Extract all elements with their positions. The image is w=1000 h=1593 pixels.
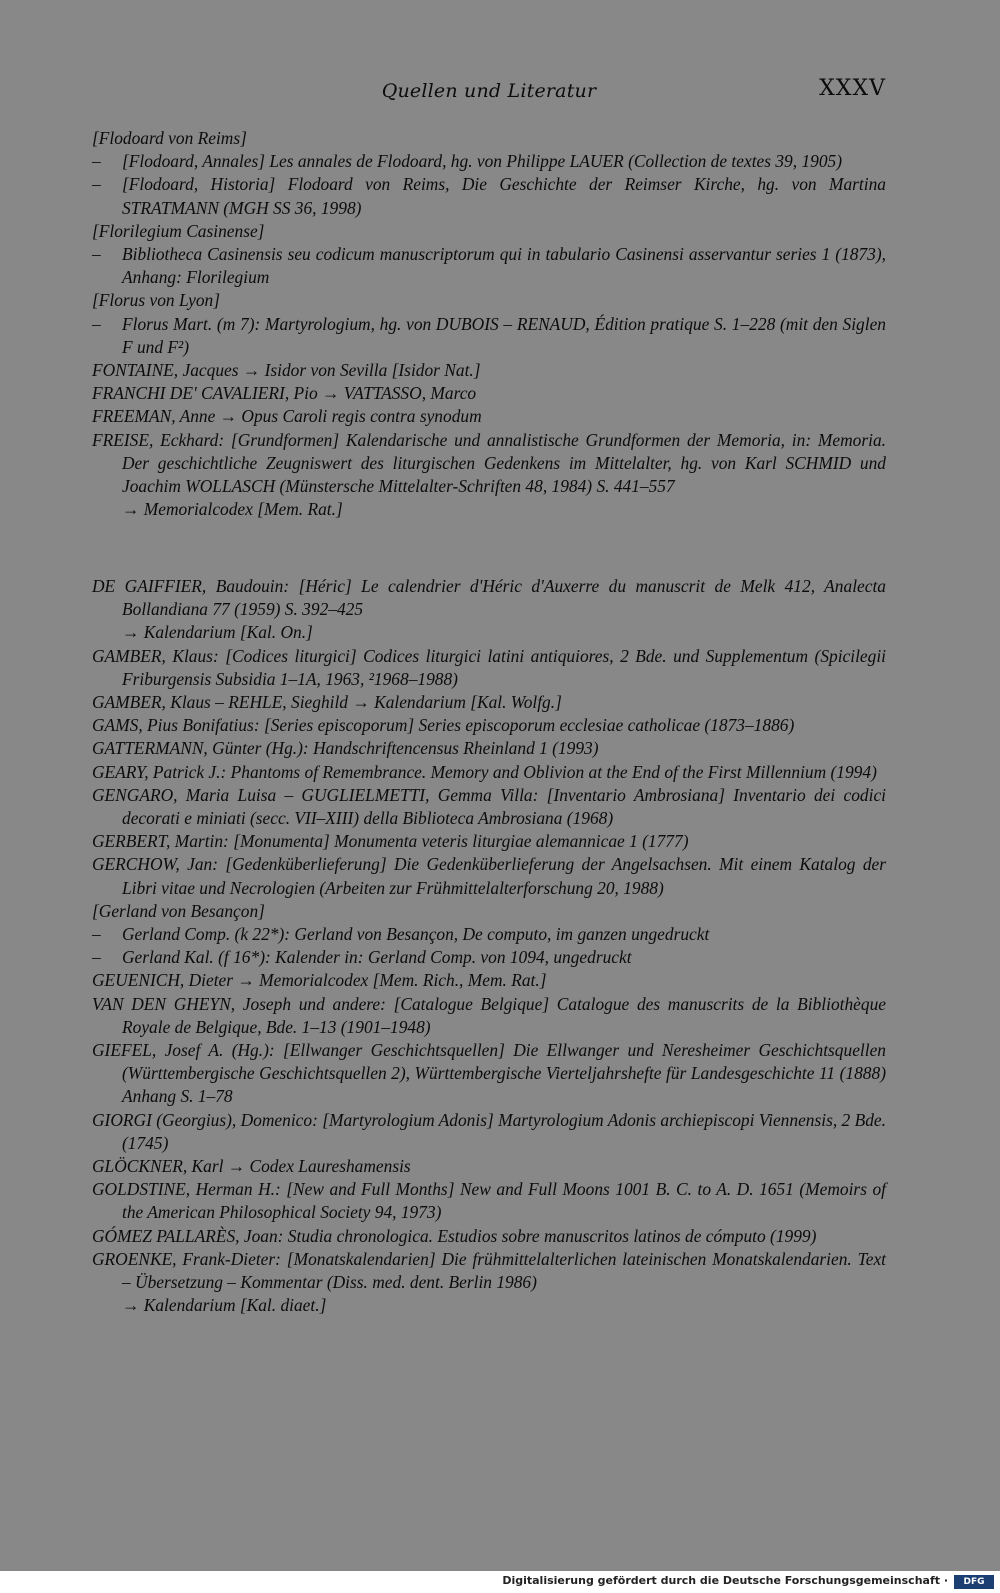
entry-text: Gerland Kal. (f 16*): Kalender in: Gerland Comp. von 1094, ungedruckt bbox=[122, 947, 632, 968]
bibliography-entry bbox=[92, 784, 886, 830]
bibliography-entry bbox=[92, 429, 886, 499]
entry-cross-reference: → Memorialcodex [Mem. Rat.] bbox=[122, 499, 343, 520]
bibliography-entry bbox=[92, 1225, 886, 1248]
bibliography-entry bbox=[92, 173, 886, 219]
bibliography-entry bbox=[92, 691, 886, 714]
bibliography-entry bbox=[92, 1109, 886, 1155]
bibliography-entry bbox=[92, 359, 886, 382]
bibliography-entry bbox=[92, 382, 886, 405]
bibliography-entry bbox=[92, 923, 886, 946]
entry-text: GROENKE, Frank-Dieter: [Monatskalendarien] Die frühmittelalterlichen lateinischen Monatskalendarien. Text – Übersetzung – Kommentar (Diss. med. dent. Berlin 1986) bbox=[92, 1248, 886, 1293]
bibliography-entry bbox=[92, 1178, 886, 1224]
entry-text: GOLDSTINE, Herman H.: [New and Full Months] New and Full Moons 1001 B. C. to A. D. 1651 (Memoirs of the American Philosophical Society 94, 1973) bbox=[92, 1179, 886, 1223]
bibliography-entry bbox=[92, 313, 886, 359]
bibliography-entry bbox=[92, 1039, 886, 1109]
entry-text: GERCHOW, Jan: [Gedenküberlieferung] Die Gedenküberlieferung der Angelsachsen. Mit einem Katalog der Libri vitae und Necrologien (Arbeiten zur Frühmittelalterforschung 20, 1988) bbox=[92, 854, 886, 898]
bibliography-entry bbox=[92, 946, 886, 969]
bibliography-entry bbox=[92, 993, 886, 1039]
bibliography-entry bbox=[92, 575, 886, 621]
bibliography-entry bbox=[92, 969, 886, 992]
entry-dash: – bbox=[92, 244, 101, 265]
entry-text: GIEFEL, Josef A. (Hg.): [Ellwanger Geschichtsquellen] Die Ellwanger und Neresheimer Geschichtsquellen (Württembergische Geschichtsquellen 2), Württembergische Vierteljahrshefte für Landesgeschichte 11 (1888) Anhang S. 1–78 bbox=[92, 1040, 886, 1107]
entry-text: GEUENICH, Dieter → Memorialcodex [Mem. Rich., Mem. Rat.] bbox=[92, 970, 547, 991]
bibliography-entry bbox=[92, 737, 886, 760]
entry-cross-reference: → Kalendarium [Kal. On.] bbox=[122, 622, 313, 643]
entry-text: [Flodoard von Reims] bbox=[92, 128, 247, 148]
dfg-logo-icon: DFG bbox=[954, 1575, 994, 1589]
page-number: XXXV bbox=[819, 76, 886, 101]
digitization-footer bbox=[0, 1571, 1000, 1593]
entry-text: FRANCHI DE' CAVALIERI, Pio → VATTASSO, Marco bbox=[92, 383, 477, 404]
bibliography-entry bbox=[92, 761, 886, 784]
entry-text: [Florus von Lyon] bbox=[92, 290, 220, 311]
entry-text: DE GAIFFIER, Baudouin: [Héric] Le calendrier d'Héric d'Auxerre du manuscrit de Melk 412, Analecta Bollandiana 77 (1959) S. 392–425 bbox=[92, 576, 886, 620]
bibliography-entry bbox=[92, 645, 886, 691]
bibliography-entry bbox=[92, 243, 886, 289]
entry-text: [Florilegium Casinense] bbox=[92, 220, 265, 241]
entry-text: FREEMAN, Anne → Opus Caroli regis contra synodum bbox=[92, 406, 482, 427]
entry-text: GEARY, Patrick J.: Phantoms of Remembrance. Memory and Oblivion at the End of the First Millennium (1994) bbox=[92, 761, 877, 782]
bibliography-entry bbox=[92, 830, 886, 853]
bibliography-entry bbox=[92, 405, 886, 428]
entry-text: GLÖCKNER, Karl → Codex Laureshamensis bbox=[92, 1156, 411, 1177]
bibliography-entry bbox=[92, 1155, 886, 1178]
bibliography-group-heading bbox=[92, 220, 886, 243]
page-title: Quellen und Literatur bbox=[381, 80, 597, 102]
entry-dash: – bbox=[92, 947, 101, 968]
bibliography-group-heading bbox=[92, 289, 886, 312]
funding-credit: Digitalisierung gefördert durch die Deutsche Forschungsgemeinschaft · bbox=[502, 1574, 948, 1587]
bibliography-group-heading bbox=[92, 127, 886, 150]
entry-text: GATTERMANN, Günter (Hg.): Handschriftencensus Rheinland 1 (1993) bbox=[92, 738, 599, 759]
bibliography-entry bbox=[92, 150, 886, 173]
entry-text: FONTAINE, Jacques → Isidor von Sevilla [Isidor Nat.] bbox=[92, 360, 481, 381]
entry-text: [Flodoard, Historia] Flodoard von Reims, Die Geschichte der Reimser Kirche, hg. von Martina STRATMANN (MGH SS 36, 1998) bbox=[122, 174, 886, 218]
entry-text: FREISE, Eckhard: [Grundformen] Kalendarische und annalistische Grundformen der Memoria, in: Memoria. Der geschichtliche Zeugniswert des liturgischen Gedenkens im Mittelalter, hg. von Karl SCHMID und Joachim WOLLASCH (Münstersche Mittelalter-Schriften 48, 1984) S. 441–557 bbox=[92, 429, 886, 497]
entry-text: GERBERT, Martin: [Monumenta] Monumenta veteris liturgiae alemannicae 1 (1777) bbox=[92, 831, 689, 852]
bibliography-group-heading bbox=[92, 900, 886, 923]
entry-text: GIORGI (Georgius), Domenico: [Martyrologium Adonis] Martyrologium Adonis archiepiscopi Viennensis, 2 Bde. (1745) bbox=[92, 1109, 886, 1153]
entry-text: Gerland Comp. (k 22*): Gerland von Besançon, De computo, im ganzen ungedruckt bbox=[122, 924, 710, 945]
bibliography-block-f bbox=[92, 127, 886, 521]
entry-dash: – bbox=[92, 313, 101, 334]
bibliography-entry bbox=[92, 1248, 886, 1294]
entry-text: [Flodoard, Annales] Les annales de Flodoard, hg. von Philippe LAUER (Collection de textes 39, 1905) bbox=[122, 151, 843, 172]
entry-text: Florus Mart. (m 7): Martyrologium, hg. von DUBOIS – RENAUD, Édition pratique S. 1–228 (mit den Siglen F und F²) bbox=[122, 313, 886, 357]
entry-text: GÓMEZ PALLARÈS, Joan: Studia chronologica. Estudios sobre manuscritos latinos de cómputo (1999) bbox=[92, 1225, 817, 1246]
entry-dash: – bbox=[92, 924, 101, 945]
entry-text: [Gerland von Besançon] bbox=[92, 900, 265, 921]
bibliography-block-g bbox=[92, 575, 886, 1318]
entry-cross-reference: → Kalendarium [Kal. diaet.] bbox=[122, 1295, 327, 1316]
entry-text: GAMS, Pius Bonifatius: [Series episcoporum] Series episcoporum ecclesiae catholicae (1873–1886) bbox=[92, 715, 795, 736]
entry-text: GENGARO, Maria Luisa – GUGLIELMETTI, Gemma Villa: [Inventario Ambrosiana] Inventario dei codici decorati e miniati (secc. VII–XIII) della Biblioteca Ambrosiana (1968) bbox=[92, 784, 886, 829]
entry-text: Bibliotheca Casinensis seu codicum manuscriptorum qui in tabulario Casinensi asservantur series 1 (1873), Anhang: Florilegium bbox=[122, 244, 886, 288]
entry-text: GAMBER, Klaus – REHLE, Sieghild → Kalendarium [Kal. Wolfg.] bbox=[92, 692, 562, 713]
entry-text: GAMBER, Klaus: [Codices liturgici] Codices liturgici latini antiquiores, 2 Bde. und Supplementum (Spicilegii Friburgensis Subsidia 1–1A, 1963, ²1968–1988) bbox=[92, 645, 886, 689]
bibliography-entry bbox=[92, 714, 886, 737]
running-header bbox=[92, 76, 886, 108]
entry-text: VAN DEN GHEYN, Joseph und andere: [Catalogue Belgique] Catalogue des manuscrits de la Bibliothèque Royale de Belgique, Bde. 1–13 (1901–1948) bbox=[92, 993, 886, 1037]
entry-dash: – bbox=[92, 151, 101, 172]
bibliography-entry bbox=[92, 853, 886, 899]
entry-dash: – bbox=[92, 174, 101, 195]
